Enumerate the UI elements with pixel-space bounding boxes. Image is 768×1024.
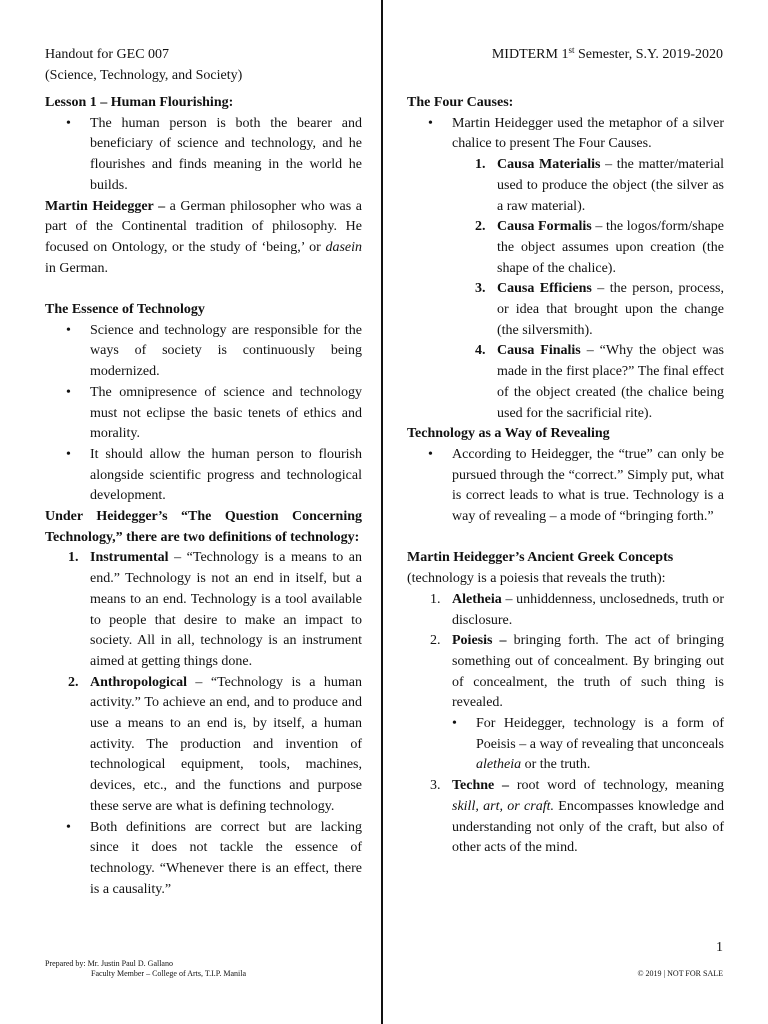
cause-item: 1. Causa Materialis – the matter/material used to produce the object (the silver as a raw material).: [475, 157, 724, 214]
right-column: [407, 93, 724, 859]
essence-title: The Essence of Technology: [45, 302, 205, 318]
causes-list: [475, 155, 724, 424]
poiesis-sublist: [476, 714, 724, 776]
concept-item: 1. Aletheia – unhiddenness, unclosedneds, truth or disclosure.: [430, 591, 724, 628]
page-number: 1: [716, 940, 723, 955]
lesson-list: [90, 114, 362, 197]
faculty-line: Faculty Member – College of Arts, T.I.P. Manila: [91, 969, 247, 978]
handout-course-title: (Science, Technology, and Society): [45, 68, 243, 83]
column-divider: [381, 0, 383, 1024]
essence-list: [90, 321, 362, 507]
greek-concepts-list: [430, 590, 724, 859]
cause-item: 4. Causa Finalis – “Why the object was made in the first place?” The final effect of the object created (the chalice being used for the sacrificial rite).: [475, 343, 724, 421]
concept-item: 3. Techne – root word of technology, meaning skill, art, or craft. Encompasses knowledge and understanding not only of the craft, but also of other acts of the mind.: [430, 778, 724, 856]
list-item: • According to Heidegger, the “true” can only be pursued through the “correct.” Simply put, what is correct leads to what is true. Technology is a way of revealing – a mode of “bringing forth.”: [452, 445, 724, 528]
lesson-title: Lesson 1 – Human Flourishing:: [45, 95, 234, 110]
concept-item: 2. Poiesis – bringing forth. The act of bringing something out of concealment. By bringing out of concealment, the truth of such thing is revealed. • For Heidegger, technology is a form of Poeisis – a way of revealing that unconceals aletheia or the truth.: [452, 631, 724, 776]
list-item: • The omnipresence of science and technology must not eclipse the basic tenets of ethics and morality.: [90, 383, 362, 445]
list-item: • The human person is both the bearer and beneficiary of science and technology, and he flourishes and finds meaning in the world he builds.: [90, 114, 362, 197]
cause-item: 3. Causa Efficiens – the person, process, or idea that brought upon the change (the silversmith).: [475, 281, 724, 338]
greek-concepts-title: Martin Heidegger’s Ancient Greek Concepts: [407, 550, 674, 566]
four-causes-title: The Four Causes:: [407, 95, 514, 110]
list-item: • It should allow the human person to flourish alongside scientific progress and technological development.: [90, 445, 362, 507]
list-item: • Both definitions are correct but are lacking since it does not tackle the essence of technology. “Whenever there is an effect, there is a causality.”: [90, 818, 362, 901]
heidegger-paragraph: Martin Heidegger – a German philosopher who was a part of the Continental tradition of philosophy. He focused on Ontology, or the study of ‘being,’ or dasein in German.: [45, 198, 362, 276]
revealing-title: Technology as a Way of Revealing: [407, 426, 610, 442]
handout-course: Handout for GEC 007: [45, 47, 170, 62]
list-item: • For Heidegger, technology is a form of Poeisis – a way of revealing that unconceals aletheia or the truth.: [476, 714, 724, 776]
list-item: • Martin Heidegger used the metaphor of a silver chalice to present The Four Causes.: [452, 114, 724, 155]
midterm-header: MIDTERM 1st Semester, S.Y. 2019-2020: [491, 45, 723, 62]
conclusion-list: [90, 818, 362, 901]
copyright: © 2019 | NOT FOR SALE: [637, 969, 723, 978]
prepared-by: Prepared by: Mr. Justin Paul D. Gallano: [45, 959, 173, 968]
causes-intro-list: [452, 114, 724, 155]
cause-item: 2. Causa Formalis – the logos/form/shape the object assumes upon creation (the shape of the chalice).: [475, 219, 724, 276]
under-heidegger-title: Under Heidegger’s “The Question Concerning Technology,” there are two definitions of technology:: [45, 509, 362, 545]
definition-item: 2. Anthropological – “Technology is a human activity.” To achieve an end, and to produce and use a means to an end is, by itself, a human activity. The production and invention of technological equipment, tools, machines, devices, etc., and the functions and purpose these serve are what is defining technology.: [68, 674, 362, 814]
greek-concepts-subtitle: (technology is a poiesis that reveals the truth):: [407, 571, 666, 587]
definitions-list: [68, 548, 362, 817]
definition-item: 1. Instrumental – “Technology is a means to an end.” Technology is not an end in itself, but a means to an end. Technology is a tool available to people that desire to make an impact to society. All in all, technology is an instrument aimed at getting things done.: [68, 550, 362, 669]
left-column: [45, 93, 362, 900]
revealing-list: [452, 445, 724, 528]
list-item: • Science and technology are responsible for the ways of society is continuously being modernized.: [90, 321, 362, 383]
